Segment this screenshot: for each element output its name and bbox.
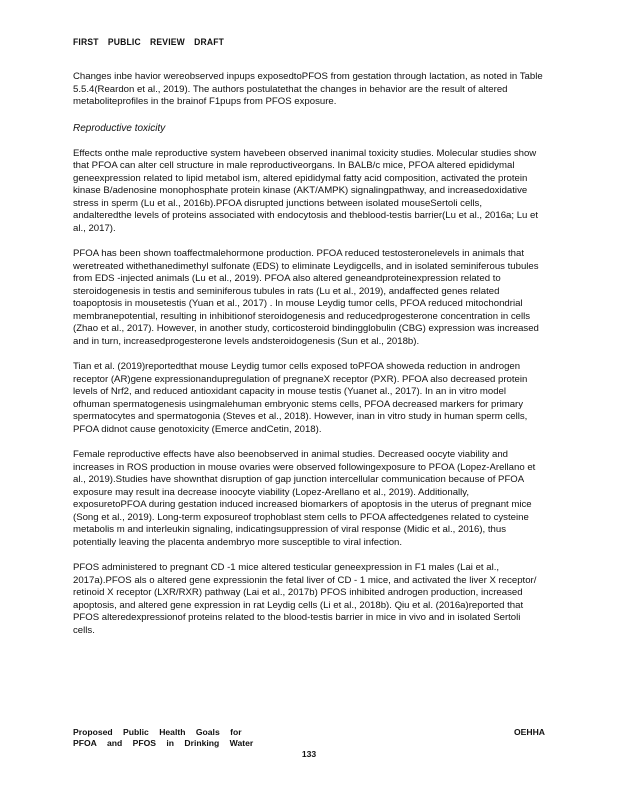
paragraph-leydig-tumor: Tian et al. (2019)reportedthat mouse Leydig tumor cells exposed toPFOA showeda reduction in androgen receptor (AR)gene expressionandupregulation of pregnaneX receptor (PXR). PFOA also decreased protein levels of Nrf2, and reduced antioxidant capacity in mouse testis (Yuanet al., 2017). In an in vitro model ofhuman spermatogenesis usingmalehuman embryonic stems cells, PFOA decreased markers for primary spermatocytes and spermatogonia (Steves et al., 2018). However, inan in vitro study in human sperm cells, PFOA didnot cause genotoxicity (Emerce andCetin, 2018). [73,361,528,435]
page-number: 133 [301,749,317,759]
footer-title-line2: PFOA and PFOS in Drinking Water [73,738,254,748]
body-text [73,71,543,650]
footer-title [73,727,303,749]
paragraph-female-reproductive: Female reproductive effects have also beenobserved in animal studies. Decreased oocyte viability and increases in ROS production in mouse ovaries were observed followingexposure to PFOA (Lopez-Arellano et al., 2019).Studies have shownthat disruption of gap junction intercellular communication because of PFOA exposure may result ina decrease inoocyte viability (Lopez-Arellano et al., 2019). Additionally, exposuretoPFOA during gestation induced increased biomarkers of apoptosis in the uterus of pregnant mice (Song et al., 2019). Long-term exposureof trophoblast stem cells to PFOA affectedgenes related to cysteine metabolis m and interleukin signaling, indicatingsuppression of viral response (Midic et al., 2016), thus potentially leaving the placenta andembryo more susceptible to viral infection. [73,449,536,548]
paragraph-behavior: Changes inbe havior wereobserved inpups exposedtoPFOS from gestation through lactation, as noted in Table 5.5.4(Reardon et al., 2019). The authors postulatethat the changes in behavior are the result of altered metaboliteprofiles in the brainof F1pups from PFOS exposure. [73,71,543,107]
paragraph-hormone-production: PFOA has been shown toaffectmalehormone production. PFOA reduced testosteronelevels in animals that weretreated withethanedimethyl sulfonate (EDS) to eliminate Leydigcells, and in isolated seminiferous tubules from EDS -injected animals (Lu et al., 2019). PFOA also altered geneandproteinexpression related to steroidogenesis in testis and seminiferous tubules in rats (Lu et al., 2019), andaffected genes related toapoptosis in mousetestis (Yuan et al., 2017) . In mouse Leydig tumor cells, PFOA reduced mitochondrial membranepotential, resulting in inhibitionof steroidogenesis and reducedprogesterone concentration in cells (Zhao et al., 2017). However, in another study, corticosteroid bindingglobulin (CBG) expression was increased and in turn, increasedprogesterone levels andsteroidogenesis (Sun et al., 2018b). [73,248,539,347]
section-heading: Reproductive toxicity [73,122,166,134]
page-header: FIRST PUBLIC REVIEW DRAFT [73,37,225,47]
paragraph-pfos: PFOS administered to pregnant CD -1 mice altered testicular geneexpression in F1 males (Lai et al., 2017a).PFOS als o altered gene expressionin the fetal liver of CD - 1 mice, and activated the liver X receptor/ retinoid X receptor (LXR/RXR) pathway (Lai et al., 2017b) PFOS inhibited androgen production, increased apoptosis, and altered gene expression in rat Leydig cells (Li et al., 2018b). Qiu et al. (2016a)reported that PFOS alteredexpressionof proteins related to the blood-testis barrier in mice in vivo and in isolated Sertoli cells. [73,562,537,636]
footer-agency: OEHHA [513,727,545,737]
footer-title-line1: Proposed Public Health Goals for [73,727,242,737]
paragraph-male-reproductive: Effects onthe male reproductive system havebeen observed inanimal toxicity studies. Molecular studies show that PFOA can alter cell structure in male reproductiveorgans. In BALB/c mice, PFOA altered epididymal geneexpression related to lipid metabol ism, altered epididymal fatty acid composition, activated the protein kinase B/adenosine monophosphate protein kinase (AKT/AMPK) signalingpathway, and increasedoxidative stress in sperm (Lu et al., 2016b).PFOA disrupted junctions between isolated mouseSertoli cells, andalteredthe levels of proteins associated with endocytosis and theblood-testis barrier(Lu et al., 2016a; Lu et al., 2017). [73,147,539,234]
